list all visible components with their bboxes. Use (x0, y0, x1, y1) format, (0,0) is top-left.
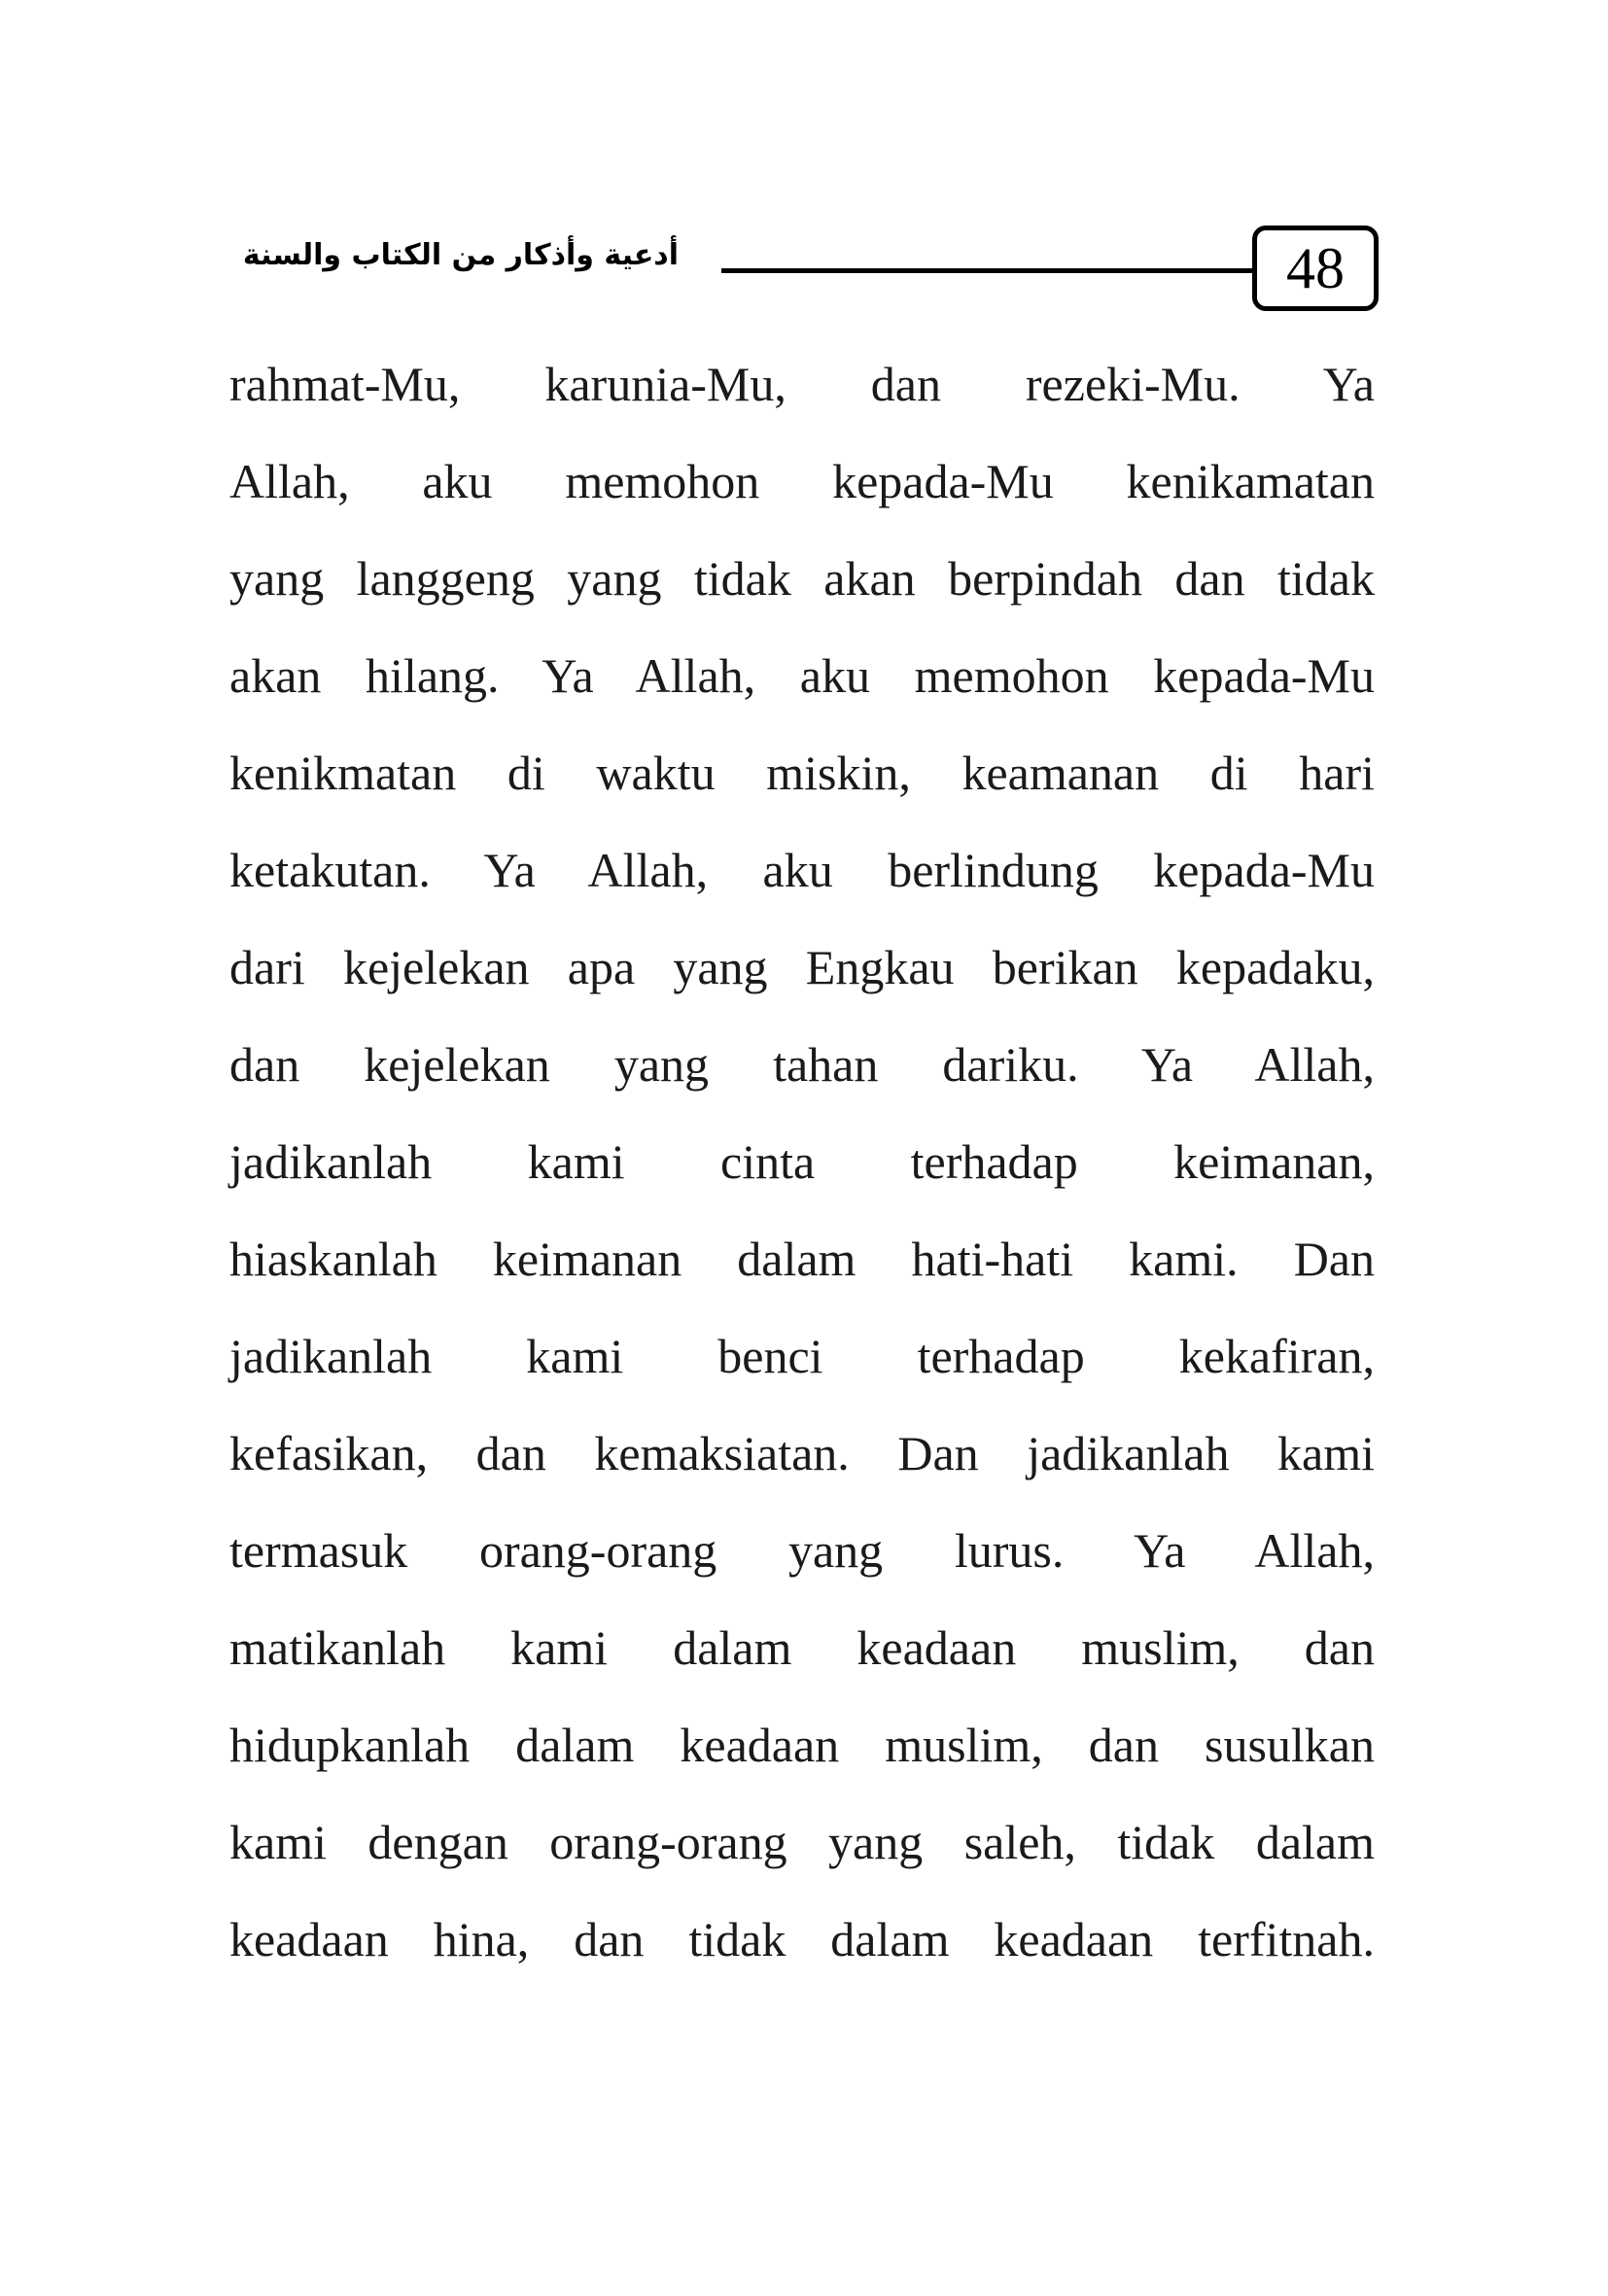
text-line: kami dengan orang-orang yang saleh, tidak dalam (229, 1815, 1375, 1869)
text-line: keadaan hina, dan tidak dalam keadaan terfitnah. (229, 1912, 1375, 1966)
text-line: rahmat-Mu, karunia-Mu, dan rezeki-Mu. Ya (229, 357, 1375, 411)
text-line: hiaskanlah keimanan dalam hati-hati kami. Dan (229, 1232, 1375, 1286)
page-number-box (1252, 226, 1379, 311)
text-line: dari kejelekan apa yang Engkau berikan kepadaku, (229, 940, 1375, 994)
book-title: أدعية وأذكار من الكتاب والسنة (242, 238, 679, 272)
page-header (0, 0, 1608, 330)
page-number: 48 (1286, 236, 1345, 300)
text-line: matikanlah kami dalam keadaan muslim, dan (229, 1620, 1375, 1675)
text-line: Allah, aku memohon kepada-Mu kenikamatan (229, 454, 1375, 508)
text-line: akan hilang. Ya Allah, aku memohon kepada-Mu (229, 648, 1375, 703)
text-line: kefasikan, dan kemaksiatan. Dan jadikanlah kami (229, 1426, 1375, 1480)
body-paragraph (229, 345, 1375, 1998)
text-line: yang langgeng yang tidak akan berpindah dan tidak (229, 551, 1375, 606)
text-line: ketakutan. Ya Allah, aku berlindung kepada-Mu (229, 843, 1375, 897)
text-line: kenikmatan di waktu miskin, keamanan di hari (229, 746, 1375, 800)
header-divider (721, 268, 1254, 273)
text-line: jadikanlah kami benci terhadap kekafiran, (229, 1329, 1375, 1383)
text-line: hidupkanlah dalam keadaan muslim, dan susulkan (229, 1718, 1375, 1772)
text-line: termasuk orang-orang yang lurus. Ya Allah, (229, 1523, 1375, 1578)
text-line: dan kejelekan yang tahan dariku. Ya Allah, (229, 1037, 1375, 1092)
text-line: jadikanlah kami cinta terhadap keimanan, (229, 1134, 1375, 1189)
